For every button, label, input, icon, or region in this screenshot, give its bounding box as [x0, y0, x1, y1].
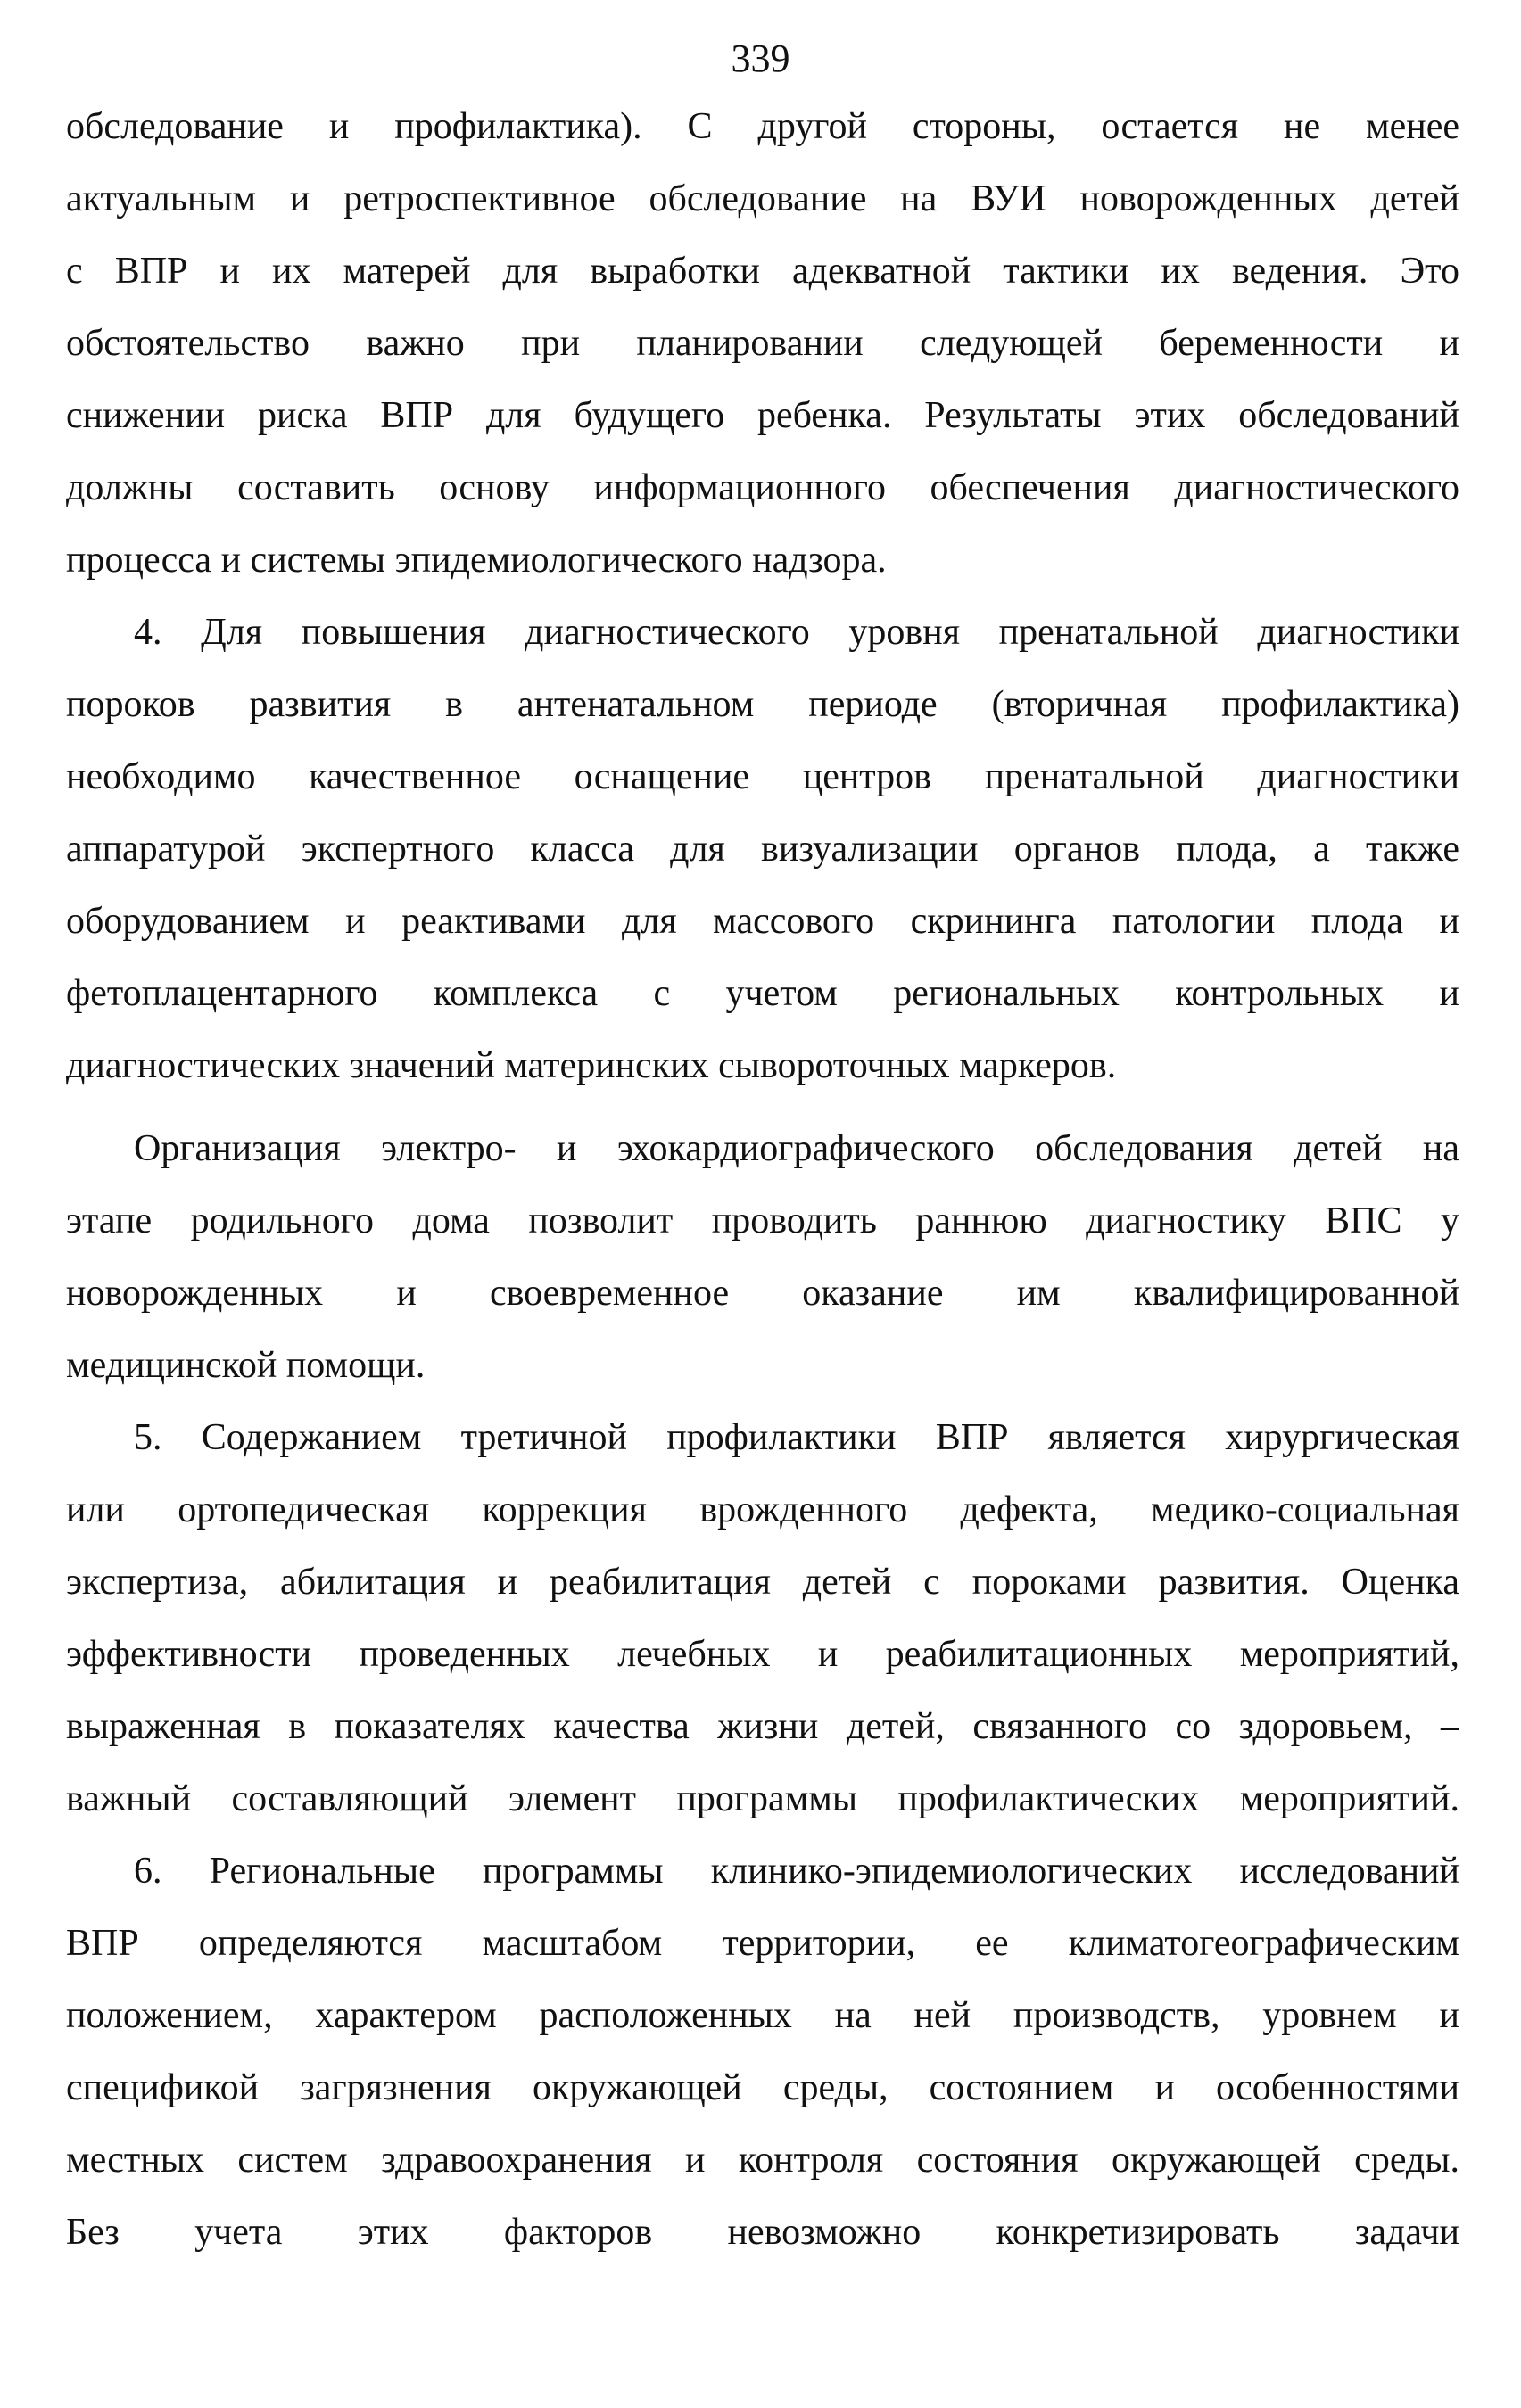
- text-line: с ВПР и их матерей для выработки адекватной тактики их ведения. Это: [66, 251, 1459, 292]
- text-line: актуальным и ретроспективное обследование на ВУИ новорожденных детей: [66, 178, 1459, 219]
- text-line: 6. Региональные программы клинико-эпидемиологических исследований: [134, 1851, 1459, 1892]
- text-line: аппаратурой экспертного класса для визуализации органов плода, а также: [66, 829, 1459, 870]
- text-line: медицинской помощи.: [66, 1345, 426, 1386]
- text-line: необходимо качественное оснащение центров пренатальной диагностики: [66, 756, 1459, 797]
- text-line: 4. Для повышения диагностического уровня пренатальной диагностики: [134, 612, 1459, 653]
- text-line: выраженная в показателях качества жизни детей, связанного со здоровьем, –: [66, 1706, 1459, 1747]
- text-line: экспертиза, абилитация и реабилитация детей с пороками развития. Оценка: [66, 1562, 1459, 1603]
- text-line: Организация электро- и эхокардиографического обследования детей на: [134, 1128, 1459, 1169]
- page-number: 339: [731, 37, 790, 80]
- text-line: процесса и системы эпидемиологического надзора.: [66, 540, 887, 581]
- text-line: пороков развития в антенатальном периоде (вторичная профилактика): [66, 684, 1459, 725]
- text-line: новорожденных и своевременное оказание им квалифицированной: [66, 1273, 1459, 1314]
- text-line: 5. Содержанием третичной профилактики ВПР является хирургическая: [134, 1417, 1459, 1458]
- text-line: фетоплацентарного комплекса с учетом региональных контрольных и: [66, 973, 1459, 1014]
- text-line: положением, характером расположенных на ней производств, уровнем и: [66, 1995, 1459, 2036]
- text-line: обстоятельство важно при планировании следующей беременности и: [66, 323, 1459, 364]
- text-line: местных систем здравоохранения и контроля состояния окружающей среды.: [66, 2140, 1459, 2181]
- text-line: важный составляющий элемент программы профилактических мероприятий.: [66, 1778, 1459, 1819]
- text-line: снижении риска ВПР для будущего ребенка. Результаты этих обследований: [66, 395, 1459, 436]
- text-line: эффективности проведенных лечебных и реабилитационных мероприятий,: [66, 1634, 1459, 1675]
- text-line: обследование и профилактика). С другой стороны, остается не менее: [66, 106, 1459, 147]
- text-line: ВПР определяются масштабом территории, ее климатогеографическим: [66, 1923, 1459, 1964]
- text-line: Без учета этих факторов невозможно конкретизировать задачи: [66, 2212, 1459, 2253]
- text-line: или ортопедическая коррекция врожденного дефекта, медико-социальная: [66, 1489, 1459, 1530]
- body-text: [66, 91, 1459, 2269]
- text-line: оборудованием и реактивами для массового скрининга патологии плода и: [66, 901, 1459, 942]
- text-line: должны составить основу информационного обеспечения диагностического: [66, 467, 1459, 508]
- text-line: этапе родильного дома позволит проводить раннюю диагностику ВПС у: [66, 1200, 1459, 1241]
- text-line: спецификой загрязнения окружающей среды, состоянием и особенностями: [66, 2067, 1459, 2108]
- text-line: диагностических значений материнских сывороточных маркеров.: [66, 1045, 1117, 1086]
